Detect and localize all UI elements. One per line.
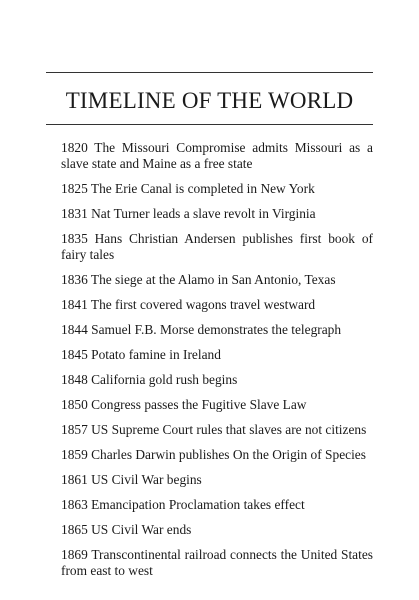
timeline-entry: 1836 The siege at the Alamo in San Antonio, Texas (61, 272, 336, 287)
page-title: TIMELINE OF THE WORLD (65, 88, 354, 113)
timeline-entry: 1820 The Missouri Compromise admits Missouri as a slave state and Maine as a free state (61, 140, 373, 171)
timeline-entry: 1863 Emancipation Proclamation takes effect (61, 497, 305, 512)
timeline-entry: 1848 California gold rush begins (61, 372, 238, 387)
timeline-entry: 1835 Hans Christian Andersen publishes first book of fairy tales (61, 231, 373, 262)
timeline-entry: 1825 The Erie Canal is completed in New York (61, 181, 315, 196)
timeline-entry: 1857 US Supreme Court rules that slaves are not citizens (61, 422, 367, 437)
timeline-entry: 1859 Charles Darwin publishes On the Origin of Species (61, 447, 366, 462)
timeline-entry: 1850 Congress passes the Fugitive Slave Law (61, 397, 307, 412)
title-rule-bottom (46, 124, 373, 125)
title-rule-top (46, 72, 373, 73)
timeline-entry: 1869 Transcontinental railroad connects the United States from east to west (61, 547, 373, 578)
timeline-entry: 1865 US Civil War ends (61, 522, 192, 537)
timeline-entry: 1841 The first covered wagons travel westward (61, 297, 316, 312)
timeline-entry: 1831 Nat Turner leads a slave revolt in Virginia (61, 206, 316, 221)
timeline-entry: 1844 Samuel F.B. Morse demonstrates the telegraph (61, 322, 342, 337)
timeline-entry: 1861 US Civil War begins (61, 472, 202, 487)
timeline-list (61, 140, 373, 588)
timeline-entry: 1845 Potato famine in Ireland (61, 347, 221, 362)
